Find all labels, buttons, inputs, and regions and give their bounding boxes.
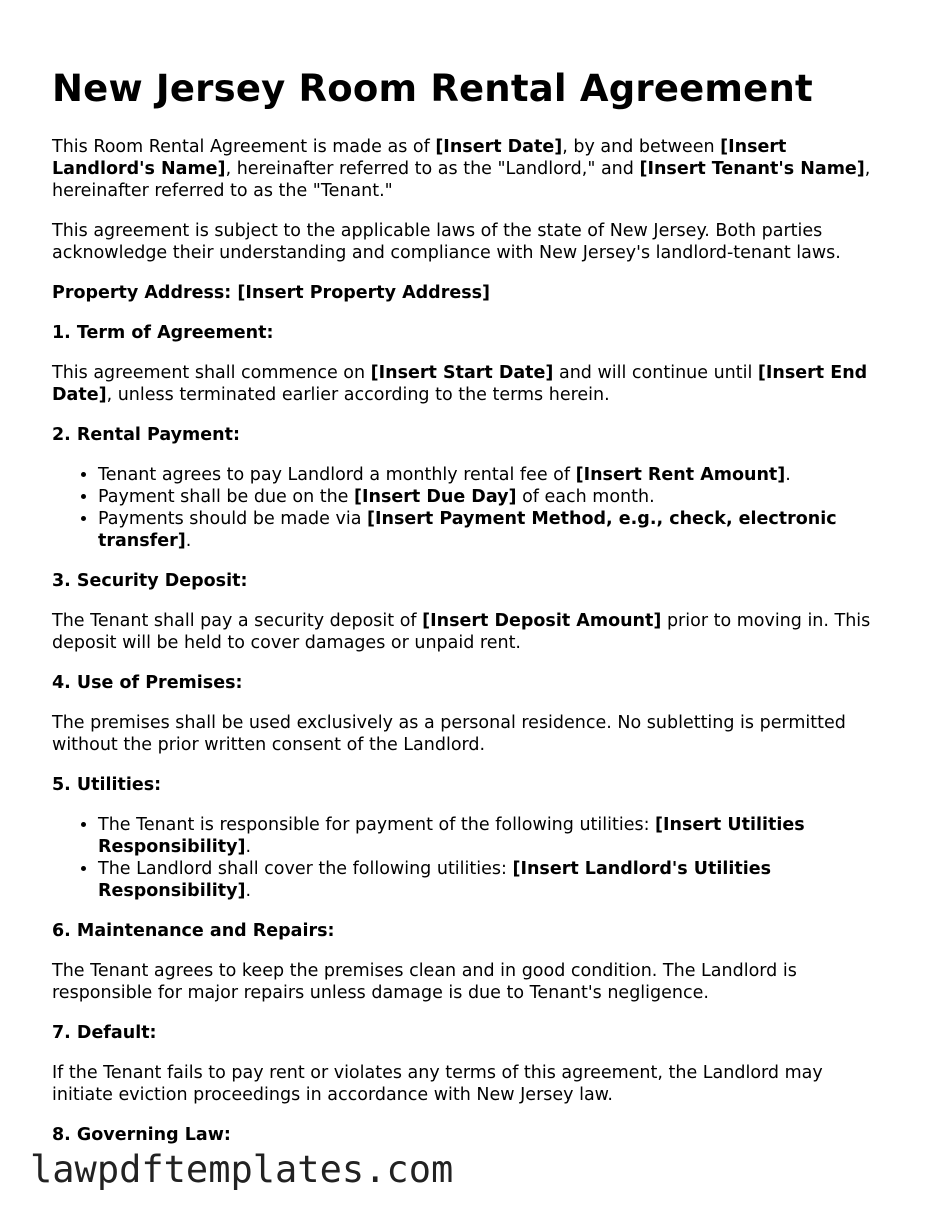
intro-text: , hereinafter referred to as the "Landlord," and [225,159,640,179]
intro-text: This Room Rental Agreement is made as of [52,137,436,157]
list-item [98,508,888,552]
default-paragraph: If the Tenant fails to pay rent or violates any terms of this agreement, the Landlord may initiate eviction proceedings in accordance with New Jersey law. [52,1063,823,1105]
item-text: Tenant agrees to pay Landlord a monthly rental fee of [98,465,576,485]
section-heading-utilities: 5. Utilities: [52,775,162,795]
item-text: Payment shall be due on the [98,487,355,507]
section-heading-governing-law: 8. Governing Law: [52,1125,231,1145]
term-text: , unless terminated earlier according to the terms herein. [106,385,610,405]
intro-paragraph [52,136,888,202]
tenant-name-placeholder: [Insert Tenant's Name] [639,159,865,179]
list-item [98,486,888,508]
list-item [98,858,888,902]
item-text: The Landlord shall cover the following utilities: [98,859,513,879]
intro-text: , by and between [562,137,721,157]
property-address: Property Address: [Insert Property Address] [52,283,491,303]
start-date-placeholder: [Insert Start Date] [370,363,554,383]
item-text: . [245,881,252,901]
section-heading-maintenance: 6. Maintenance and Repairs: [52,921,335,941]
laws-paragraph: This agreement is subject to the applicable laws of the state of New Jersey. Both parties acknowledge their understanding and compliance with New Jersey's landlord-tenant laws. [52,221,841,263]
payment-method-placeholder: [Insert Payment Method, e.g., check, electronic transfer] [98,509,837,551]
landlord-utilities-placeholder: [Insert Landlord's Utilities Responsibility] [98,859,772,901]
watermark: lawpdftemplates.com [30,1148,454,1191]
rent-amount-placeholder: [Insert Rent Amount] [575,465,786,485]
due-day-placeholder: [Insert Due Day] [354,487,517,507]
deposit-text: The Tenant shall pay a security deposit of [52,611,423,631]
item-text: Payments should be made via [98,509,367,529]
section-heading-use: 4. Use of Premises: [52,673,243,693]
date-placeholder: [Insert Date] [435,137,563,157]
maintenance-paragraph: The Tenant agrees to keep the premises clean and in good condition. The Landlord is responsible for major repairs unless damage is due to Tenant's negligence. [52,961,797,1003]
document-page [52,66,888,1164]
item-text: The Tenant is responsible for payment of the following utilities: [98,815,656,835]
section-heading-deposit: 3. Security Deposit: [52,571,248,591]
item-text: . [245,837,252,857]
item-text: of each month. [516,487,655,507]
intro-text: , hereinafter referred to as the "Tenant." [52,159,871,201]
term-paragraph [52,362,888,406]
landlord-name-placeholder: [Insert Landlord's Name] [52,137,787,179]
list-item [98,464,888,486]
end-date-placeholder: [Insert End Date] [52,363,868,405]
use-paragraph: The premises shall be used exclusively as a personal residence. No subletting is permitted without the prior written consent of the Landlord. [52,713,846,755]
term-text: and will continue until [553,363,758,383]
item-text: . [785,465,791,485]
document-title: New Jersey Room Rental Agreement [52,67,813,110]
section-heading-default: 7. Default: [52,1023,157,1043]
deposit-amount-placeholder: [Insert Deposit Amount] [422,611,662,631]
term-text: This agreement shall commence on [52,363,371,383]
deposit-paragraph [52,610,888,654]
deposit-text: prior to moving in. This deposit will be held to cover damages or unpaid rent. [52,611,871,653]
rent-list [52,464,888,552]
tenant-utilities-placeholder: [Insert Utilities Responsibility] [98,815,805,857]
item-text: . [185,531,192,551]
list-item [98,814,888,858]
utilities-list [52,814,888,902]
section-heading-rent: 2. Rental Payment: [52,425,240,445]
section-heading-term: 1. Term of Agreement: [52,323,274,343]
